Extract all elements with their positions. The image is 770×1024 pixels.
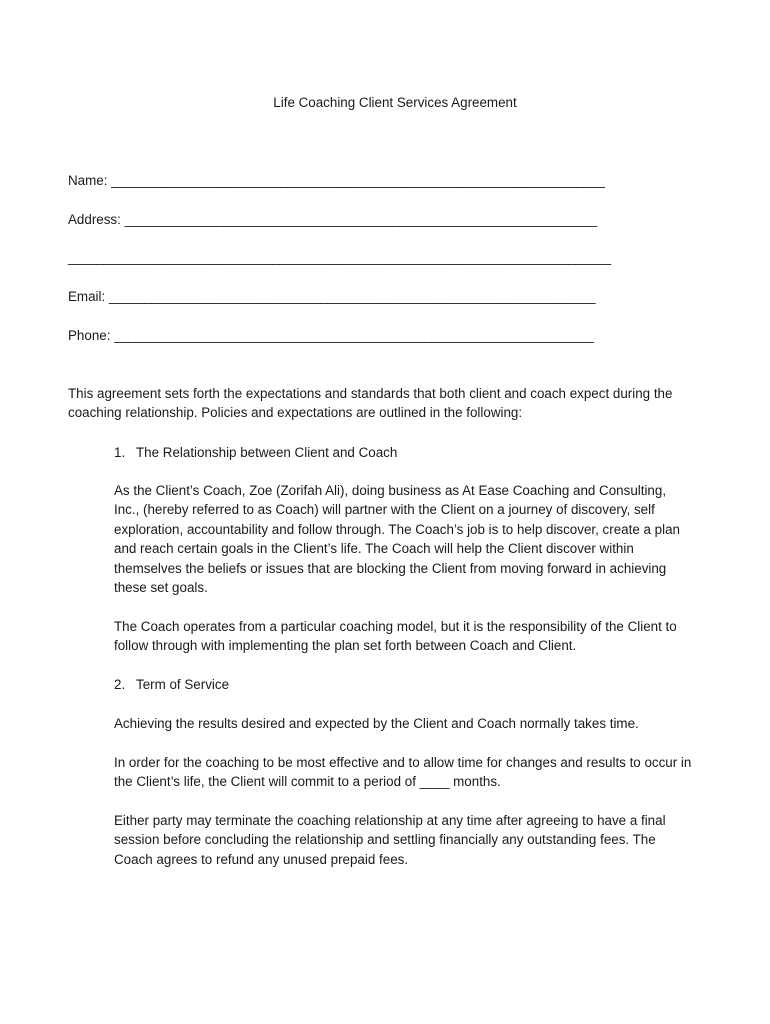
section-1-number: 1. [114, 445, 126, 460]
address-blank-line[interactable]: ___________________________________________________________________ [124, 212, 597, 227]
section-2-paragraph-3 [114, 811, 694, 869]
section-2-paragraph-2 [114, 753, 694, 792]
email-field [68, 287, 595, 306]
paragraph-text: Achieving the results desired and expected by the Client and Coach normally takes time. [114, 716, 639, 731]
section-2-title: Term of Service [136, 677, 230, 692]
paragraph-text: In order for the coaching to be most effective and to allow time for changes and results to occur in the Client’s life, the Client will commit to a period of ____ months. [114, 755, 692, 790]
paragraph-text: As the Client’s Coach, Zoe (Zorifah Ali), doing business as At Ease Coaching and Consulting, Inc., (hereby referred to as Coach) will partner with the Client on a journey of discovery, self exploration, accountability and follow through. The Coach’s job is to help discover, create a plan and reach certain goals in the Client’s life. The Coach will help the Client discover within themselves the beliefs or issues that are blocking the Client from moving forward in achieving these set goals. [114, 483, 680, 596]
phone-label: Phone: [68, 328, 111, 343]
address-label: Address: [68, 212, 121, 227]
section-1-paragraph-2 [114, 617, 694, 656]
email-label: Email: [68, 289, 106, 304]
address-line-2-blank[interactable]: _____________________________________________________________________________ [68, 250, 611, 265]
section-1-title: The Relationship between Client and Coach [136, 445, 398, 460]
section-2-paragraph-1 [114, 714, 694, 733]
phone-field [68, 326, 593, 345]
intro-paragraph: This agreement sets forth the expectations and standards that both client and coach expect during the coaching relationship. Policies and expectations are outlined in the following: [68, 386, 673, 421]
address-line-2-field [68, 248, 611, 267]
name-field [68, 171, 605, 190]
paragraph-text: The Coach operates from a particular coaching model, but it is the responsibility of the Client to follow through with implementing the plan set forth between Coach and Client. [114, 619, 677, 654]
address-field [68, 210, 597, 229]
section-2-heading [114, 675, 229, 694]
section-2-number: 2. [114, 677, 126, 692]
document-title: Life Coaching Client Services Agreement [273, 95, 517, 110]
section-1-heading [114, 443, 397, 462]
email-blank-line[interactable]: _____________________________________________________________________ [108, 289, 596, 304]
paragraph-text: Either party may terminate the coaching relationship at any time after agreeing to have a final session before concluding the relationship and settling financially any outstanding fees. The Coach agrees to refund any unused prepaid fees. [114, 813, 666, 867]
name-blank-line[interactable]: ______________________________________________________________________ [111, 173, 605, 188]
phone-blank-line[interactable]: ____________________________________________________________________ [114, 328, 594, 343]
section-1-paragraph-1 [114, 481, 694, 597]
name-label: Name: [68, 173, 108, 188]
